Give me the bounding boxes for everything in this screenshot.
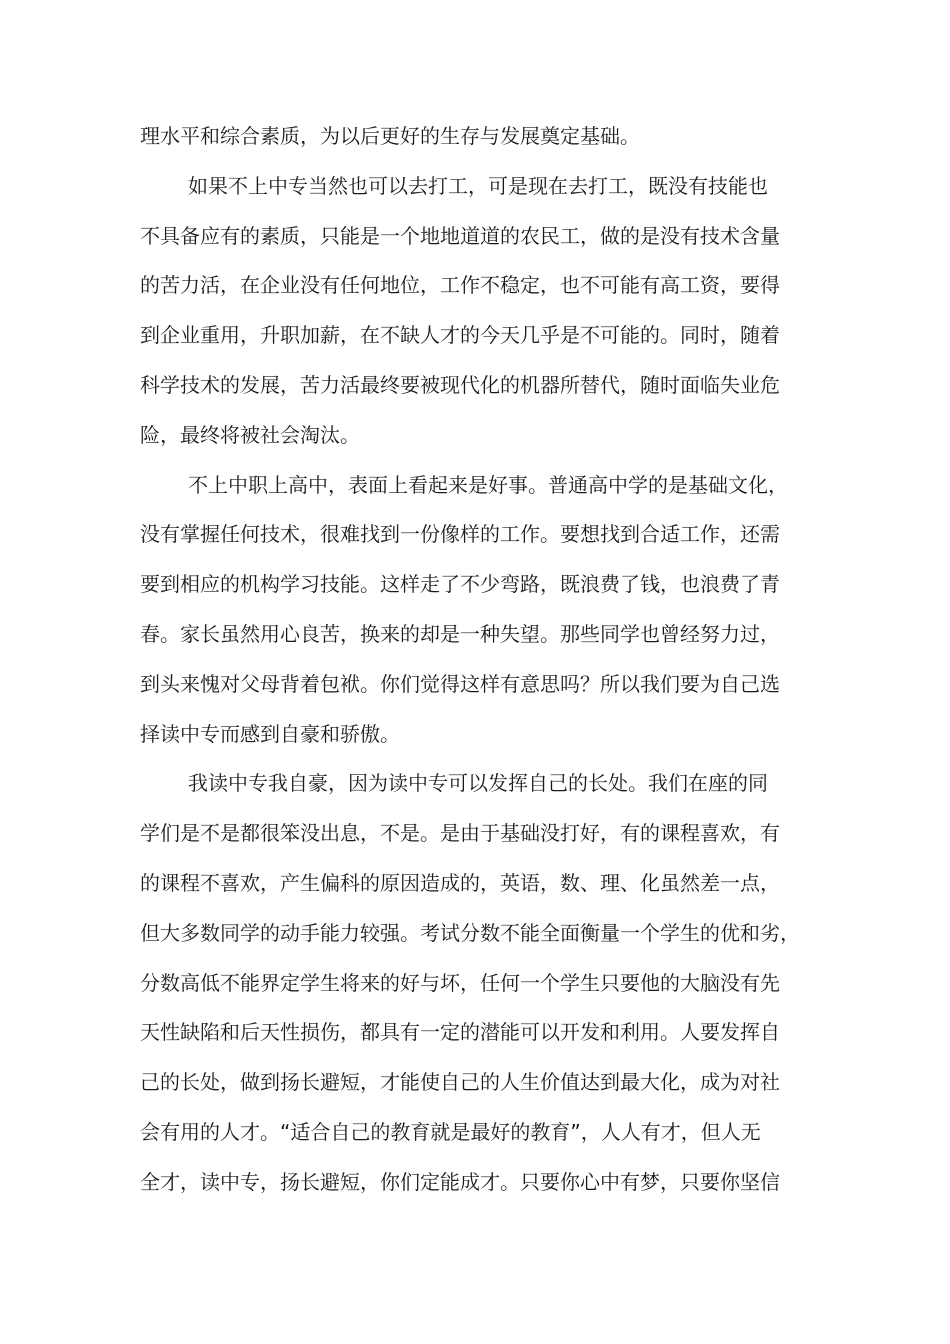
text-line: 天性缺陷和后天性损伤，都具有一定的潜能可以开发和利用。人要发挥自 [140,1020,780,1045]
text-line: 要到相应的机构学习技能。这样走了不少弯路，既浪费了钱，也浪费了青 [140,572,780,597]
paragraph-first-line: 我读中专我自豪，因为读中专可以发挥自己的长处。我们在座的同 [188,771,768,796]
text-line: 但大多数同学的动手能力较强。考试分数不能全面衡量一个学生的优和劣， [140,920,800,945]
text-line: 会有用的人才。“适合自己的教育就是最好的教育”，人人有才，但人无 [140,1119,761,1144]
text-line: 科学技术的发展，苦力活最终要被现代化的机器所替代，随时面临失业危 [140,372,780,397]
text-line: 没有掌握任何技术，很难找到一份像样的工作。要想找到合适工作，还需 [140,522,780,547]
text-line: 分数高低不能界定学生将来的好与坏，任何一个学生只要他的大脑没有先 [140,970,780,995]
text-line: 不具备应有的素质，只能是一个地地道道的农民工，做的是没有技术含量 [140,223,780,248]
text-line: 春。家长虽然用心良苦，换来的却是一种失望。那些同学也曾经努力过， [140,621,780,646]
paragraph-first-line: 如果不上中专当然也可以去打工，可是现在去打工，既没有技能也 [188,173,768,198]
text-line: 的课程不喜欢，产生偏科的原因造成的，英语，数、理、化虽然差一点， [140,870,780,895]
text-line: 全才，读中专，扬长避短，你们定能成才。只要你心中有梦，只要你坚信 [140,1169,780,1194]
text-line: 险，最终将被社会淘汰。 [140,422,360,447]
paragraph-first-line: 不上中职上高中，表面上看起来是好事。普通高中学的是基础文化， [188,472,788,497]
body-text [140,112,830,1208]
text-line: 择读中专而感到自豪和骄傲。 [140,721,400,746]
text-line: 到头来愧对父母背着包袱。你们觉得这样有意思吗？所以我们要为自己选 [140,671,780,696]
text-line: 理水平和综合素质，为以后更好的生存与发展奠定基础。 [140,124,640,148]
text-line: 的苦力活，在企业没有任何地位，工作不稳定，也不可能有高工资，要得 [140,273,780,298]
text-line: 己的长处，做到扬长避短，才能使自己的人生价值达到最大化，成为对社 [140,1070,780,1095]
text-line: 到企业重用，升职加薪，在不缺人才的今天几乎是不可能的。同时，随着 [140,323,780,348]
text-line: 学们是不是都很笨没出息，不是。是由于基础没打好，有的课程喜欢，有 [140,821,780,846]
